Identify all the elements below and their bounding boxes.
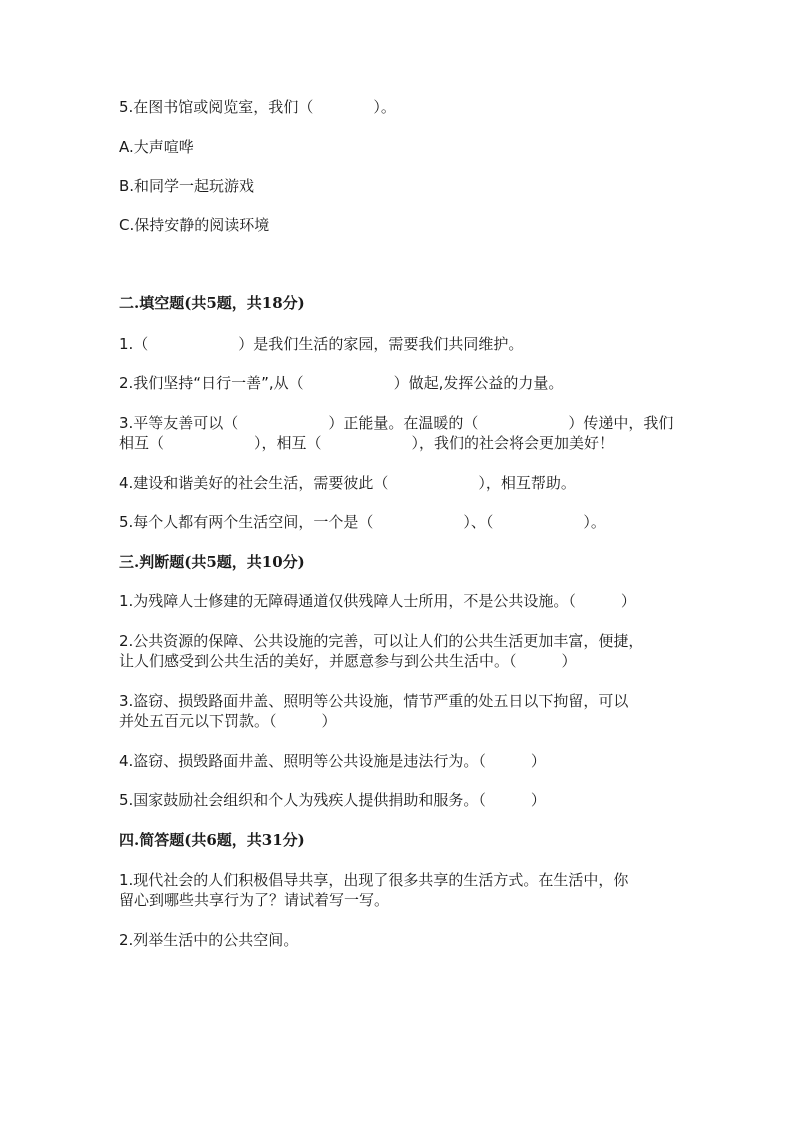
judge-question-2-line-2: 让人们感受到公共生活的美好，并愿意参与到公共生活中。（ ） [119, 652, 577, 670]
fill-question-3-line-2: 相互（ ），相互（ ），我们的社会将会更加美好！ [119, 434, 615, 452]
judge-question-4: 4.盗窃、损毁路面井盖、照明等公共设施是违法行为。（ ） [119, 752, 546, 770]
fill-question-3-line-1: 3.平等友善可以（ ）正能量。在温暖的（ ）传递中，我们 [119, 414, 674, 432]
judge-question-3-line-1: 3.盗窃、损毁路面井盖、照明等公共设施，情节严重的处五日以下拘留，可以 [119, 692, 629, 710]
short-question-1-line-2: 留心到哪些共享行为了？请试着写一写。 [119, 891, 390, 909]
option-a: A.大声喧哗 [119, 138, 194, 156]
question-5-stem: 5.在图书馆或阅览室，我们（ ）。 [119, 98, 396, 116]
judge-question-1: 1.为残障人士修建的无障碍通道仅供残障人士所用，不是公共设施。（ ） [119, 592, 636, 610]
fill-question-2: 2.我们坚持“日行一善”,从（ ）做起,发挥公益的力量。 [119, 374, 564, 392]
fill-question-5: 5.每个人都有两个生活空间，一个是（ ）、（ ）。 [119, 513, 606, 531]
short-question-1-line-1: 1.现代社会的人们积极倡导共享，出现了很多共享的生活方式。在生活中，你 [119, 871, 629, 889]
judge-question-2-line-1: 2.公共资源的保障、公共设施的完善，可以让人们的公共生活更加丰富，便捷， [119, 632, 644, 650]
section-heading-judgement: 三.判断题(共5题，共10分) [119, 553, 305, 571]
judge-question-5: 5.国家鼓励社会组织和个人为残疾人提供捐助和服务。（ ） [119, 791, 546, 809]
fill-question-4: 4.建设和谐美好的社会生活，需要彼此（ ），相互帮助。 [119, 474, 576, 492]
section-heading-fill-blank: 二.填空题(共5题，共18分) [119, 294, 305, 312]
section-heading-short-answer: 四.简答题(共6题，共31分) [119, 831, 305, 849]
fill-question-1: 1.（ ）是我们生活的家园，需要我们共同维护。 [119, 335, 524, 353]
short-question-2: 2.列举生活中的公共空间。 [119, 931, 299, 949]
judge-question-3-line-2: 并处五百元以下罚款。（ ） [119, 712, 337, 730]
option-c: C.保持安静的阅读环境 [119, 216, 270, 234]
option-b: B.和同学一起玩游戏 [119, 177, 255, 195]
